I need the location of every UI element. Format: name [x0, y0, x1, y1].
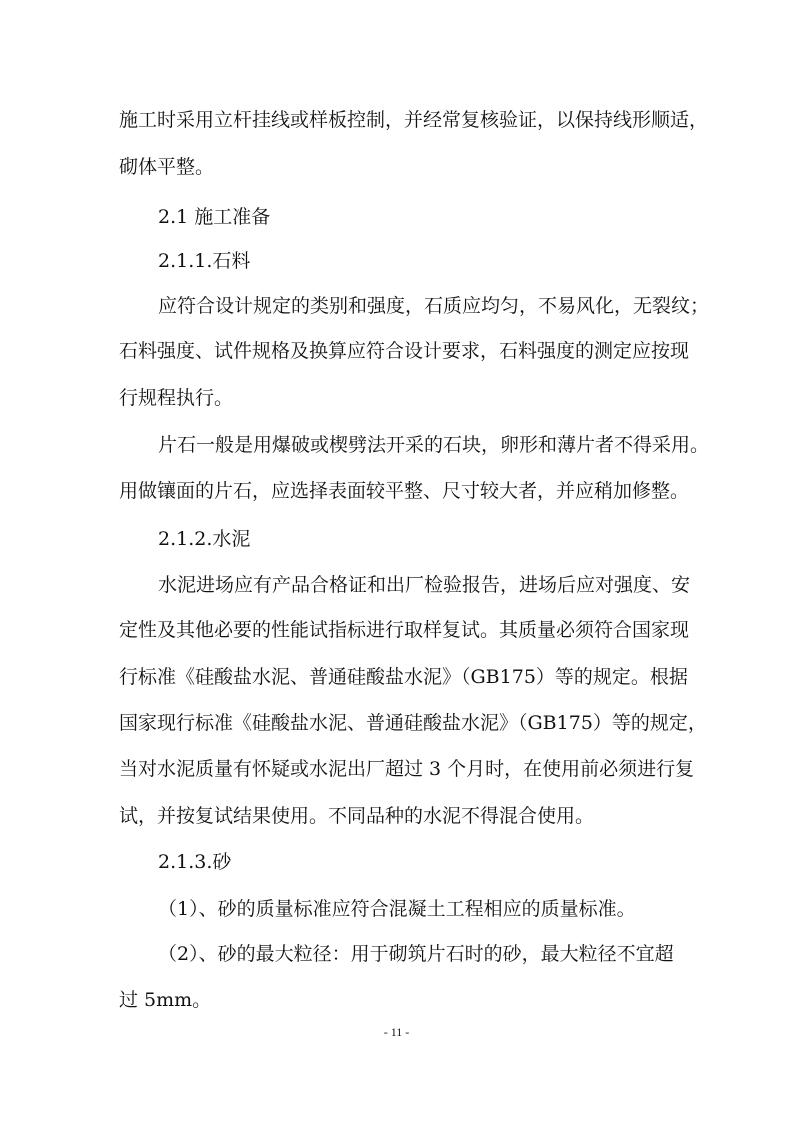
- section-heading: 2.1 施工准备: [158, 206, 271, 228]
- text-line: 应符合设计规定的类别和强度，石质应均匀，不易风化，无裂纹；: [158, 295, 710, 317]
- text-line: 行标准《硅酸盐水泥、普通硅酸盐水泥》（GB175）等的规定。根据: [119, 666, 688, 688]
- page-number: - 11 -: [383, 1025, 410, 1039]
- subsection-heading: 2.1.1.石料: [158, 250, 251, 272]
- subsection-heading: 2.1.2.水泥: [158, 528, 251, 550]
- text-line: 用做镶面的片石，应选择表面较平整、尺寸较大者，并应稍加修整。: [119, 480, 690, 502]
- text-line: 试，并按复试结果使用。不同品种的水泥不得混合使用。: [119, 805, 595, 827]
- text-line: （2）、砂的最大粒径：用于砌筑片石时的砂，最大粒径不宜超: [158, 943, 674, 965]
- text-line: 定性及其他必要的性能试指标进行取样复试。其质量必须符合国家现: [119, 619, 690, 641]
- text-line: （1）、砂的质量标准应符合混凝土工程相应的质量标准。: [158, 898, 636, 920]
- text-line: 当对水泥质量有怀疑或水泥出厂超过 3 个月时，在使用前必须进行复: [119, 758, 695, 780]
- text-line: 石料强度、试件规格及换算应符合设计要求，石料强度的测定应按现: [119, 340, 690, 362]
- text-line: 砌体平整。: [119, 156, 215, 178]
- text-line: 行规程执行。: [119, 387, 234, 409]
- text-line: 水泥进场应有产品合格证和出厂检验报告，进场后应对强度、安: [158, 574, 691, 596]
- text-line: 片石一般是用爆破或楔劈法开采的石块，卵形和薄片者不得采用。: [158, 434, 710, 456]
- text-line: 施工时采用立杆挂线或样板控制，并经常复核验证，以保持线形顺适，: [119, 109, 709, 131]
- text-line: 国家现行标准《硅酸盐水泥、普通硅酸盐水泥》（GB175）等的规定，: [119, 712, 707, 734]
- text-line: 过 5mm。: [119, 989, 212, 1011]
- subsection-heading: 2.1.3.砂: [158, 851, 232, 873]
